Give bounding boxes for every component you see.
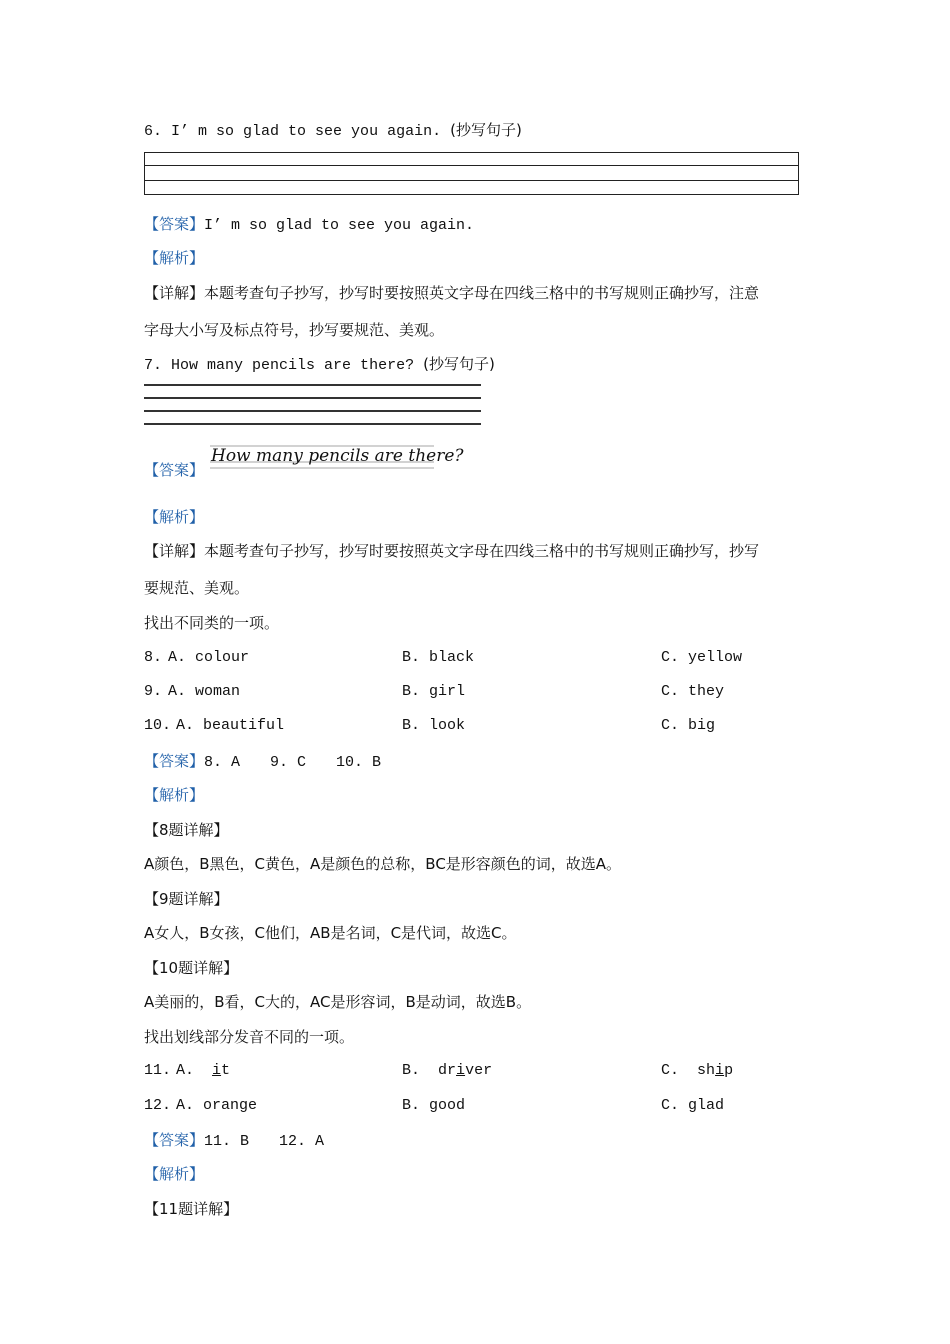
q7-analysis-tag: 【解析】	[144, 508, 205, 526]
q11-option-c-post: p	[724, 1062, 734, 1079]
q6-answer-tag: 【答案】	[144, 215, 205, 233]
section2-title: 找出划线部分发音不同的一项。	[144, 1028, 355, 1046]
q11-option-a-label: A.	[176, 1062, 195, 1079]
q11-option-a-underlined: i	[212, 1062, 222, 1079]
q8-option-c: C. yellow	[661, 649, 743, 666]
q11-option-b-label: B.	[402, 1062, 421, 1079]
q8-detail-heading: 【8题详解】	[144, 821, 229, 839]
q6-line	[144, 120, 522, 142]
q11-option-c-pre: sh	[697, 1062, 716, 1079]
q11-option-c-underlined: i	[715, 1062, 725, 1079]
q7-answer-tag: 【答案】	[144, 461, 205, 479]
q7-detail-tag: 【详解】	[144, 542, 205, 560]
section2-answer-tag: 【答案】	[144, 1131, 205, 1149]
section2-answer	[144, 1130, 324, 1152]
q8-option-a: A. colour	[168, 649, 250, 666]
q8-number: 8.	[144, 649, 163, 666]
section1-answer-tag: 【答案】	[144, 752, 205, 770]
q10-detail-heading: 【10题详解】	[144, 959, 239, 977]
q7-sentence: How many pencils are there?	[171, 357, 415, 374]
q7-detail-line2: 要规范、美观。	[144, 579, 250, 597]
q11-option-b-underlined: i	[456, 1062, 466, 1079]
q10-option-a: A. beautiful	[176, 717, 285, 734]
q6-analysis-tag: 【解析】	[144, 249, 205, 267]
q10-option-b: B. look	[402, 717, 466, 734]
q10-detail-text: A美丽的，B看，C大的，AC是形容词，B是动词，故选B。	[144, 993, 532, 1011]
q6-instruction: (抄写句子)	[450, 121, 522, 139]
section1-answer-3: 10. B	[336, 754, 382, 771]
section1-answer-1: 8. A	[204, 754, 241, 771]
q6-detail-text1: 本题考查句子抄写，抄写时要按照英文字母在四线三格中的书写规则正确抄写，注意	[204, 284, 760, 302]
section2-answer-2: 12. A	[279, 1133, 325, 1150]
q12-option-b: B. good	[402, 1097, 466, 1114]
q7-detail-line1	[144, 541, 759, 561]
q6-detail-line1	[144, 283, 759, 303]
section1-answer	[144, 751, 381, 773]
q9-detail-heading: 【9题详解】	[144, 890, 229, 908]
q9-option-c: C. they	[661, 683, 725, 700]
q7-detail-text1: 本题考查句子抄写，抄写时要按照英文字母在四线三格中的书写规则正确抄写，抄写	[204, 542, 760, 560]
q9-option-b: B. girl	[402, 683, 466, 700]
q6-detail-line2: 字母大小写及标点符号，抄写要规范、美观。	[144, 321, 445, 339]
section2-analysis-tag: 【解析】	[144, 1165, 205, 1183]
q12-option-c: C. glad	[661, 1097, 725, 1114]
q6-detail-tag: 【详解】	[144, 284, 205, 302]
q11-option-b-pre: dr	[438, 1062, 457, 1079]
q6-writing-lines	[144, 152, 799, 195]
q10-number: 10.	[144, 717, 172, 734]
q10-option-c: C. big	[661, 717, 716, 734]
section1-analysis-tag: 【解析】	[144, 786, 205, 804]
q6-number: 6.	[144, 123, 163, 140]
q7-writing-lines	[144, 384, 481, 426]
q11-number: 11.	[144, 1062, 172, 1079]
q8-detail-text: A颜色，B黑色，C黄色，A是颜色的总称，BC是形容颜色的词，故选A。	[144, 855, 622, 873]
section2-answer-1: 11. B	[204, 1133, 250, 1150]
q11-option-b-post: ver	[465, 1062, 493, 1079]
q7-line	[144, 354, 495, 376]
q9-number: 9.	[144, 683, 163, 700]
q11-detail-heading: 【11题详解】	[144, 1200, 239, 1218]
q8-option-b: B. black	[402, 649, 475, 666]
q9-option-a: A. woman	[168, 683, 241, 700]
q12-option-a: A. orange	[176, 1097, 258, 1114]
q6-answer-text: I’ m so glad to see you again.	[204, 217, 475, 234]
q12-number: 12.	[144, 1097, 172, 1114]
q11-option-b	[402, 1061, 492, 1081]
q9-detail-text: A女人，B女孩，C他们，AB是名词，C是代词，故选C。	[144, 924, 517, 942]
q11-option-a	[176, 1061, 230, 1081]
section1-answer-2: 9. C	[270, 754, 307, 771]
q7-handwriting-text: How many pencils are there?	[211, 446, 464, 466]
q6-sentence: I’ m so glad to see you again.	[171, 123, 442, 140]
q7-instruction: (抄写句子)	[423, 355, 495, 373]
section1-title: 找出不同类的一项。	[144, 614, 280, 632]
q7-handwritten-answer	[210, 440, 464, 470]
q11-option-a-post: t	[221, 1062, 231, 1079]
q11-option-c-label: C.	[661, 1062, 680, 1079]
q6-answer	[144, 214, 474, 236]
q7-number: 7.	[144, 357, 163, 374]
q11-option-c	[661, 1061, 733, 1081]
